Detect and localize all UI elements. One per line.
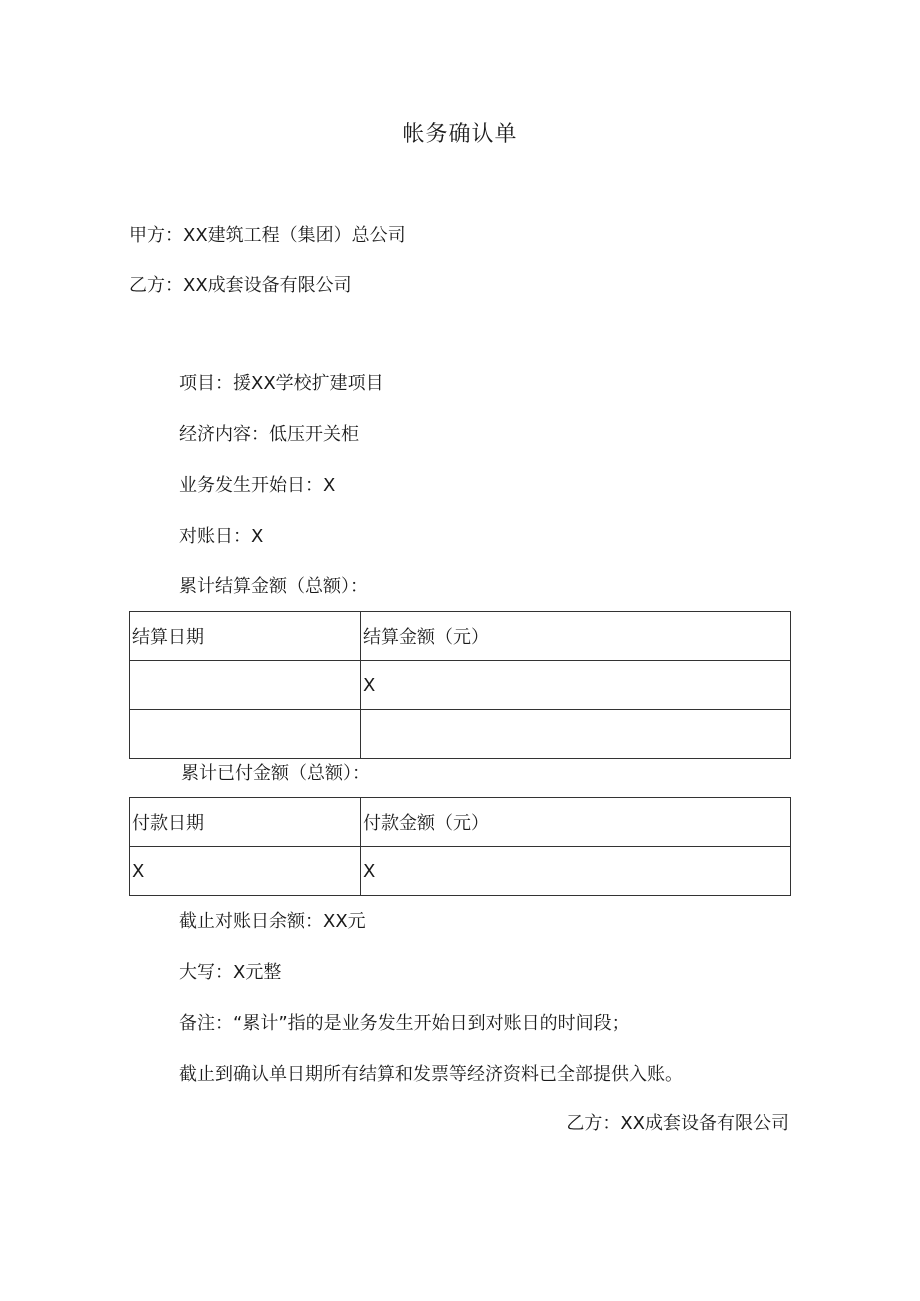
- uppercase-line: 大写：X元整: [179, 962, 282, 983]
- payment-heading: 累计已付金额（总额）：: [181, 763, 370, 784]
- table-header-row: [130, 612, 791, 661]
- signature-line: 乙方：XX成套设备有限公司: [566, 1113, 789, 1134]
- table-cell: X: [361, 661, 791, 710]
- recon-date-line: 对账日：X: [179, 526, 264, 547]
- statement-line: 截止到确认单日期所有结算和发票等经济资料已全部提供入账。: [179, 1064, 683, 1085]
- start-date-line: 业务发生开始日：X: [179, 475, 336, 496]
- payment-amount-header: 付款金额（元）: [361, 798, 791, 847]
- document-title: 帐务确认单: [402, 122, 518, 147]
- table-cell: [361, 710, 791, 759]
- balance-line: 截止对账日余额：XX元: [179, 911, 366, 932]
- table-cell: [130, 661, 361, 710]
- table-cell: X: [130, 847, 361, 896]
- settlement-table: [129, 611, 791, 759]
- party-b: 乙方：XX成套设备有限公司: [129, 275, 352, 296]
- table-cell: X: [361, 847, 791, 896]
- table-header-row: [130, 798, 791, 847]
- payment-table: [129, 797, 791, 896]
- content-line: 经济内容：低压开关柜: [179, 424, 359, 445]
- settlement-amount-header: 结算金额（元）: [361, 612, 791, 661]
- table-cell: [130, 710, 361, 759]
- settlement-date-header: 结算日期: [130, 612, 361, 661]
- note-line: 备注：“累计”指的是业务发生开始日到对账日的时间段；: [179, 1013, 630, 1034]
- settlement-heading: 累计结算金额（总额）：: [179, 576, 368, 597]
- table-row: [130, 710, 791, 759]
- table-row: [130, 661, 791, 710]
- project-line: 项目：援XX学校扩建项目: [179, 373, 384, 394]
- party-a: 甲方：XX建筑工程（集团）总公司: [129, 225, 406, 246]
- table-row: [130, 847, 791, 896]
- payment-date-header: 付款日期: [130, 798, 361, 847]
